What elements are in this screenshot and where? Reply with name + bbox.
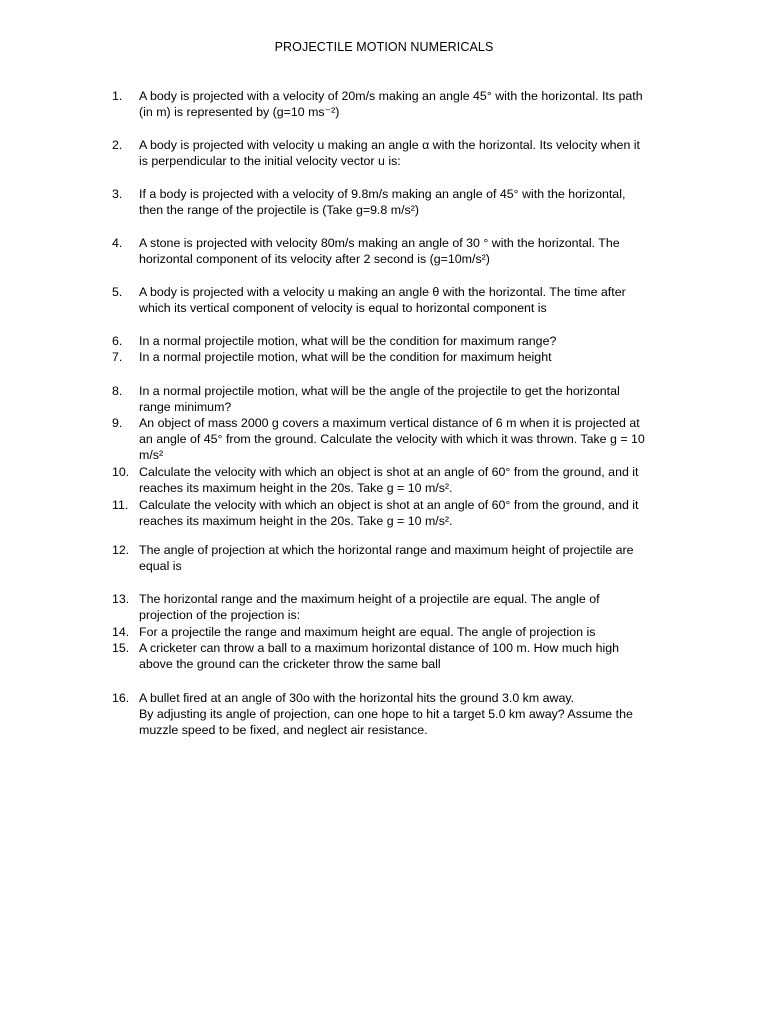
question-line: An object of mass 2000 g covers a maximum vertical distance of 6 m when it is projected at — [139, 416, 640, 430]
question-number: 6. — [112, 334, 123, 348]
question-line: muzzle speed to be fixed, and neglect air resistance. — [139, 723, 428, 737]
question-line: an angle of 45° from the ground. Calculate the velocity with which it was thrown. Take g = 10 — [139, 432, 645, 446]
question-text — [139, 640, 692, 672]
question-number: 8. — [112, 384, 123, 398]
question-15 — [112, 640, 692, 672]
question-line: is perpendicular to the initial velocity vector u is: — [139, 154, 401, 168]
question-number: 10. — [112, 465, 130, 479]
question-text — [139, 415, 692, 463]
question-12 — [112, 542, 692, 574]
question-line: In a normal projectile motion, what will be the condition for maximum range? — [139, 334, 557, 348]
question-1 — [112, 88, 692, 120]
question-number: 9. — [112, 416, 123, 430]
question-number: 12. — [112, 543, 130, 557]
question-line: A cricketer can throw a ball to a maximum horizontal distance of 100 m. How much high — [139, 641, 620, 655]
question-number: 2. — [112, 138, 123, 152]
question-number: 4. — [112, 236, 123, 250]
question-line: range minimum? — [139, 400, 232, 414]
question-text — [139, 624, 692, 640]
question-line: projection of the projection is: — [139, 608, 301, 622]
question-line: The horizontal range and the maximum height of a projectile are equal. The angle of — [139, 592, 600, 606]
question-line: A stone is projected with velocity 80m/s making an angle of 30 ° with the horizontal. The — [139, 236, 620, 250]
question-3 — [112, 186, 692, 218]
question-text — [139, 333, 692, 349]
question-line: (in m) is represented by (g=10 ms⁻²) — [139, 105, 340, 119]
question-number: 11. — [112, 498, 129, 512]
question-11 — [112, 497, 692, 529]
question-line: which its vertical component of velocity is equal to horizontal component is — [139, 301, 547, 315]
question-text — [139, 284, 692, 316]
question-line: Calculate the velocity with which an object is shot at an angle of 60° from the ground, and it — [139, 465, 639, 479]
question-number: 7. — [112, 350, 123, 364]
question-line: m/s² — [139, 448, 164, 462]
question-line: horizontal component of its velocity after 2 second is (g=10m/s²) — [139, 252, 490, 266]
question-line: In a normal projectile motion, what will be the angle of the projectile to get the horizontal — [139, 384, 620, 398]
question-number: 16. — [112, 691, 130, 705]
question-4 — [112, 235, 692, 267]
question-6 — [112, 333, 692, 349]
question-text — [139, 542, 692, 574]
question-number: 1. — [112, 89, 123, 103]
question-text — [139, 349, 692, 365]
question-number: 15. — [112, 641, 130, 655]
question-16 — [112, 690, 692, 738]
question-line: above the ground can the cricketer throw the same ball — [139, 657, 441, 671]
question-text — [139, 235, 692, 267]
question-line: then the range of the projectile is (Take g=9.8 m/s²) — [139, 203, 419, 217]
question-line: By adjusting its angle of projection, can one hope to hit a target 5.0 km away? Assume the — [139, 707, 633, 721]
question-9 — [112, 415, 692, 463]
question-line: reaches its maximum height in the 20s. Take g = 10 m/s². — [139, 481, 453, 495]
question-number: 5. — [112, 285, 123, 299]
page-title: PROJECTILE MOTION NUMERICALS — [274, 40, 494, 54]
question-8 — [112, 383, 692, 415]
question-line: A body is projected with a velocity of 20m/s making an angle 45° with the horizontal. Its path — [139, 89, 643, 103]
question-text — [139, 591, 692, 623]
question-number: 3. — [112, 187, 123, 201]
question-7 — [112, 349, 692, 365]
question-line: A body is projected with velocity u making an angle α with the horizontal. Its velocity when it — [139, 138, 640, 152]
question-text — [139, 186, 692, 218]
question-2 — [112, 137, 692, 169]
question-number: 13. — [112, 592, 130, 606]
question-line: The angle of projection at which the horizontal range and maximum height of projectile are — [139, 543, 634, 557]
question-line: Calculate the velocity with which an object is shot at an angle of 60° from the ground, and it — [139, 498, 639, 512]
question-text — [139, 464, 692, 496]
question-line: equal is — [139, 559, 182, 573]
question-5 — [112, 284, 692, 316]
question-text — [139, 137, 692, 169]
question-line: A bullet fired at an angle of 30o with the horizontal hits the ground 3.0 km away. — [139, 691, 575, 705]
question-text — [139, 497, 692, 529]
question-text — [139, 383, 692, 415]
question-line: For a projectile the range and maximum height are equal. The angle of projection is — [139, 625, 596, 639]
question-13 — [112, 591, 692, 623]
question-text — [139, 690, 692, 738]
question-line: If a body is projected with a velocity of 9.8m/s making an angle of 45° with the horizontal, — [139, 187, 626, 201]
question-line: reaches its maximum height in the 20s. Take g = 10 m/s². — [139, 514, 453, 528]
question-number: 14. — [112, 625, 130, 639]
question-10 — [112, 464, 692, 496]
question-text — [139, 88, 692, 120]
question-line: A body is projected with a velocity u making an angle θ with the horizontal. The time after — [139, 285, 626, 299]
question-14 — [112, 624, 692, 640]
question-line: In a normal projectile motion, what will be the condition for maximum height — [139, 350, 552, 364]
